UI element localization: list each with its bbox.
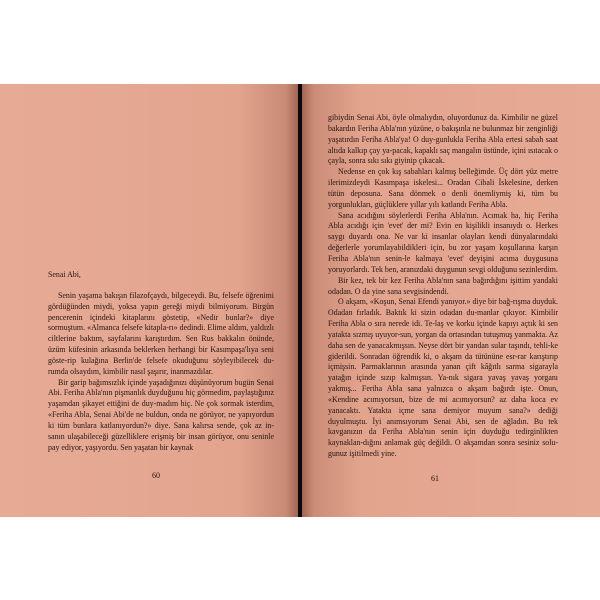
open-book bbox=[0, 84, 600, 517]
right-page bbox=[302, 84, 600, 517]
paragraph: Senin yaşama bakışın filazofçaydı, bilgeceydi. Bu, felsefe öğrenimi gördüğünden miydi, yoksa yapın gereği miydi bilmiyorum. Birgün pencerenin içindeki kitaplarını göstetip, «Nedir bunlar?» diye sormuştum. «Almanca felsefe kitapla-rı» dedindi. Elime aldım, yaldızlı ciltlerine baktım, sayfalarını karıştırdım. Sen Rus bakkalın önünde, üzüm küfesinin arkasında beklerken herhangi bir Kasımpaşa'lıya seni göste-rip kulağına Berlin'de felsefe okuduğunu söyleyibilecek du-rumda olsaydım, kimbilir nasıl şaşırır, inanmazdılar. bbox=[48, 290, 274, 376]
paragraph: Bir garip bağımsızlık içinde yaşadığınızı düşünüyorum bugün Senai Abi. Feriha Abla'nın pişmanlık duyduğunu hiç görmedim, paylaştığınız yaşamdan şikayet ettiğini de duy-madım hiç. Ne çok sormak isterdim, «Feriha Abla, Senai Abi'de ne buldun, onda ne görüyor, ne yapıyordun ki tüm bunlara katlanıyordun?» diye. Sana kalırsa sende, çok az in-sanın ulaşabileceği güzelliklere erişmiş bir insan görüyor, onu seninle pay ediyor, yaşıyordu. Sen yaşatan bir kaynak bbox=[48, 377, 274, 452]
paragraph: Bir kez, tek bir kez Feriha Abla'nın sana bağırdığını işittim yandaki odadan. O da yine sana sevgisindendi. bbox=[328, 275, 558, 296]
paragraph: Nedense en çok kış sabahları kalmış belleğimde. Üç dört yüz metre ilerimizdeydi Kasımpaşa iskelesi... Oradan Cibali İskelesine, derken tütün deposuna. Sana dönmek o denli önemliymiş ki, tüm bu yorgunlukları, güçlüklere yıllar yılı katlandı Feriha Abla. bbox=[328, 167, 558, 209]
page-number: 61 bbox=[431, 474, 439, 483]
paragraph: Sana acıdığını söylerlerdi Feriha Abla'nın. Acımak ha, hiç Feriha Abla acıdığı için 'evet' der mi? Evin en kişilikli insanıydı o. Herkes saygı duyardı ona. Ne var ki insanlar olayları kendi dünyalarındaki değerlerle yorumlayabildikleri için, bu zor yaşam koşullarına karşın Feriha Abla'nın senin-le kalmaya 'evet' deyişini acıma duygusuna yoruyorlardı. Tek ben, aranızdaki duygunun sevgi olduğunu sezinlerdim. bbox=[328, 210, 558, 274]
left-page-text bbox=[48, 270, 274, 454]
right-page-text bbox=[328, 113, 558, 460]
left-page bbox=[0, 84, 298, 517]
paragraph: gibiydin Senai Abi, öyle olmalıydın, oluyordunuz da. Kimbilir ne güzel bakardın Feriha Abla'nın yüzüne, o bakışınla ne bulunmaz bir zenginliği yaşatırdın Feriha Abla'ya! O duy-gunlukla Feriha Abla ertesi sabah saat altıda kalkıp çay ya-pacak, kapaklı saç mangalın üstünde, içini ısıtacak o çayla, sonra sıkı sıkı giyinip çıkacak. bbox=[328, 113, 558, 166]
paragraph: O akşam, «Koşun, Senai Efendi yanıyor.» diye bir bağ-rışma duyduk. Odadan fırladık. Baktık ki sizin odadan du-manlar çıkıyor. Kimbilir Feriha Abla o sıra nerede idi. Te-laş ve korku içinde kapıyı açtık ki sen yatakta sızmış uyuyor-sun, yorgan da ortasından tutuşmuş yanmakta. Az daha sen de yanacakmışsın. Neyse dört bir yandan sular taşındı, tehli-ke giderildi. Sonradan öğrendik ki, o akşam da tütününe esr-rar karıştırıp içmişsin. Parmaklarının arasında yanan çift kâğıtlı sarma sigarayla yatağın içinde sızıp kalmışsın. Ya-nık sigara yavaş yavaş yorganı yakmış... Feriha Abla sana yalnızca o akşam bağırdı işte. Onun, «Kendine acımıyorsun, bize de mi acımıyorsun? az daha koca ev yanacaktı. Yatakta içme sana demiyor muyum sana?» dediği duyulmuştu. İyi anımsıyorum Senai Abi, sen de ağladın. Bu tek kavganızın da Feriha Abla'nın senin için duyduğu tedirginlikten kaynaklan-dığını anlamak güç değildi. O akşamdan sonra sesiniz solu-gunuz işitilmedi yine. bbox=[328, 297, 558, 459]
salutation: Senai Abi, bbox=[48, 270, 81, 279]
page-number: 60 bbox=[152, 471, 160, 480]
